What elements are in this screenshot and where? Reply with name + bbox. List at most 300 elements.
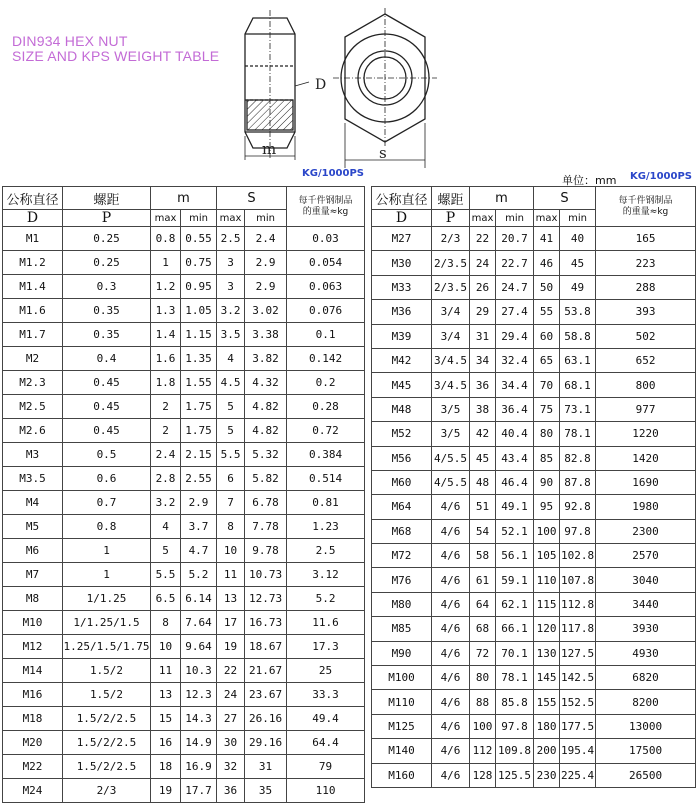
table-row (3, 419, 365, 443)
cell-pitch: 0.6 (63, 467, 151, 491)
table-row (372, 348, 696, 372)
cell-weight: 0.28 (287, 395, 365, 419)
cell-nominal-size: M14 (3, 659, 63, 683)
cell-s-min: 29.16 (245, 731, 287, 755)
cell-m-max: 13 (151, 683, 181, 707)
table-row (372, 544, 696, 568)
table-row (3, 707, 365, 731)
cell-s-min: 142.5 (560, 666, 596, 690)
cell-m-max: 5 (151, 539, 181, 563)
header-pitch-right: 螺距 (432, 187, 470, 210)
cell-nominal-size: M45 (372, 373, 432, 397)
cell-m-max: 38 (470, 397, 496, 421)
cell-m-min: 2.15 (181, 443, 217, 467)
cell-m-min: 2.55 (181, 467, 217, 491)
cell-m-min: 66.1 (496, 617, 534, 641)
table-row (3, 683, 365, 707)
cell-s-max: 5 (217, 395, 245, 419)
cell-s-max: 50 (534, 275, 560, 299)
cell-s-max: 3 (217, 275, 245, 299)
cell-weight: 1420 (596, 446, 696, 470)
cell-m-max: 2 (151, 419, 181, 443)
table-row (3, 347, 365, 371)
cell-s-max: 41 (534, 227, 560, 251)
cell-pitch: 0.45 (63, 395, 151, 419)
cell-m-min: 109.8 (496, 739, 534, 763)
cell-nominal-size: M1.4 (3, 275, 63, 299)
cell-nominal-size: M1.6 (3, 299, 63, 323)
cell-nominal-size: M24 (3, 779, 63, 803)
cell-m-max: 128 (470, 763, 496, 787)
cell-s-max: 3.2 (217, 299, 245, 323)
cell-weight: 0.384 (287, 443, 365, 467)
header-weight-line1: 每千件钢制品 (298, 195, 353, 206)
cell-s-min: 35 (245, 779, 287, 803)
cell-pitch: 1 (63, 539, 151, 563)
cell-m-min: 32.4 (496, 348, 534, 372)
cell-m-max: 36 (470, 373, 496, 397)
cell-s-min: 3.82 (245, 347, 287, 371)
cell-pitch: 4/6 (432, 690, 470, 714)
table-row (372, 666, 696, 690)
header-weight-right-line1: 每千件钢制品 (618, 195, 673, 206)
cell-m-min: 1.15 (181, 323, 217, 347)
cell-nominal-size: M76 (372, 568, 432, 592)
cell-m-min: 12.3 (181, 683, 217, 707)
cell-s-max: 70 (534, 373, 560, 397)
cell-s-max: 75 (534, 397, 560, 421)
cell-s-min: 117.8 (560, 617, 596, 641)
cell-weight: 5.2 (287, 587, 365, 611)
cell-nominal-size: M5 (3, 515, 63, 539)
cell-m-min: 0.95 (181, 275, 217, 299)
cell-nominal-size: M6 (3, 539, 63, 563)
cell-s-min: 31 (245, 755, 287, 779)
cell-nominal-size: M22 (3, 755, 63, 779)
cell-m-max: 112 (470, 739, 496, 763)
cell-nominal-size: M20 (3, 731, 63, 755)
table-row (372, 470, 696, 494)
cell-nominal-size: M1 (3, 227, 63, 251)
cell-m-min: 7.64 (181, 611, 217, 635)
cell-m-max: 1.8 (151, 371, 181, 395)
cell-pitch: 0.35 (63, 299, 151, 323)
cell-s-max: 11 (217, 563, 245, 587)
cell-s-max: 4 (217, 347, 245, 371)
cell-m-max: 64 (470, 592, 496, 616)
cell-m-min: 9.64 (181, 635, 217, 659)
cell-s-max: 65 (534, 348, 560, 372)
cell-pitch: 4/6 (432, 544, 470, 568)
cell-weight: 0.81 (287, 491, 365, 515)
cell-m-min: 85.8 (496, 690, 534, 714)
cell-nominal-size: M1.2 (3, 251, 63, 275)
cell-m-min: 24.7 (496, 275, 534, 299)
cell-pitch: 0.3 (63, 275, 151, 299)
cell-s-max: 13 (217, 587, 245, 611)
cell-weight: 977 (596, 397, 696, 421)
table-row (372, 641, 696, 665)
header-m-min-right: min (496, 210, 534, 227)
table-row (372, 714, 696, 738)
header-pitch: 螺距 (63, 187, 151, 210)
table-row (3, 587, 365, 611)
table-row (372, 568, 696, 592)
cell-weight: 0.063 (287, 275, 365, 299)
cell-weight: 25 (287, 659, 365, 683)
cell-m-max: 51 (470, 495, 496, 519)
cell-nominal-size: M33 (372, 275, 432, 299)
cell-pitch: 1.5/2 (63, 683, 151, 707)
cell-s-max: 5.5 (217, 443, 245, 467)
cell-pitch: 4/6 (432, 739, 470, 763)
cell-nominal-size: M27 (372, 227, 432, 251)
cell-nominal-size: M2.5 (3, 395, 63, 419)
cell-s-min: 3.02 (245, 299, 287, 323)
header-code-d: D (3, 210, 63, 227)
cell-s-max: 36 (217, 779, 245, 803)
cell-nominal-size: M8 (3, 587, 63, 611)
header-code-p-right: P (432, 210, 470, 227)
table-row (3, 467, 365, 491)
cell-pitch: 0.7 (63, 491, 151, 515)
cell-s-max: 8 (217, 515, 245, 539)
cell-s-max: 200 (534, 739, 560, 763)
cell-s-max: 180 (534, 714, 560, 738)
cell-s-min: 2.4 (245, 227, 287, 251)
cell-nominal-size: M60 (372, 470, 432, 494)
cell-pitch: 1/1.25 (63, 587, 151, 611)
cell-m-max: 1.4 (151, 323, 181, 347)
cell-nominal-size: M42 (372, 348, 432, 372)
cell-s-min: 26.16 (245, 707, 287, 731)
cell-weight: 0.076 (287, 299, 365, 323)
cell-pitch: 0.45 (63, 419, 151, 443)
header-m-max: max (151, 210, 181, 227)
table-row (372, 275, 696, 299)
cell-weight: 2300 (596, 519, 696, 543)
cell-pitch: 4/6 (432, 495, 470, 519)
cell-weight: 800 (596, 373, 696, 397)
cell-s-min: 5.82 (245, 467, 287, 491)
cell-s-min: 12.73 (245, 587, 287, 611)
cell-m-max: 16 (151, 731, 181, 755)
cell-m-max: 48 (470, 470, 496, 494)
table-row (372, 373, 696, 397)
cell-m-min: 0.75 (181, 251, 217, 275)
cell-m-min: 78.1 (496, 666, 534, 690)
header-code-d-right: D (372, 210, 432, 227)
cell-nominal-size: M4 (3, 491, 63, 515)
cell-weight: 1220 (596, 422, 696, 446)
cell-m-min: 1.05 (181, 299, 217, 323)
cell-s-max: 46 (534, 251, 560, 275)
cell-nominal-size: M85 (372, 617, 432, 641)
cell-nominal-size: M64 (372, 495, 432, 519)
cell-m-min: 27.4 (496, 300, 534, 324)
cell-weight: 79 (287, 755, 365, 779)
spec-table-left (2, 186, 365, 803)
cell-s-max: 6 (217, 467, 245, 491)
cell-weight: 11.6 (287, 611, 365, 635)
cell-m-min: 59.1 (496, 568, 534, 592)
header-s-min: min (245, 210, 287, 227)
label-m: m (262, 140, 277, 158)
cell-s-min: 10.73 (245, 563, 287, 587)
cell-s-max: 30 (217, 731, 245, 755)
cell-s-min: 6.78 (245, 491, 287, 515)
cell-s-min: 58.8 (560, 324, 596, 348)
cell-s-max: 3.5 (217, 323, 245, 347)
cell-s-max: 80 (534, 422, 560, 446)
cell-weight: 17500 (596, 739, 696, 763)
unit-label: 单位：mm (562, 174, 617, 187)
cell-m-max: 22 (470, 227, 496, 251)
cell-m-max: 1.2 (151, 275, 181, 299)
cell-m-max: 68 (470, 617, 496, 641)
header-s-max: max (217, 210, 245, 227)
cell-weight: 393 (596, 300, 696, 324)
cell-pitch: 0.45 (63, 371, 151, 395)
cell-m-max: 3.2 (151, 491, 181, 515)
table-row (372, 495, 696, 519)
table-row (3, 779, 365, 803)
cell-weight: 3930 (596, 617, 696, 641)
cell-s-max: 95 (534, 495, 560, 519)
cell-m-min: 2.9 (181, 491, 217, 515)
cell-m-max: 1.3 (151, 299, 181, 323)
cell-s-max: 55 (534, 300, 560, 324)
cell-nominal-size: M110 (372, 690, 432, 714)
title-line-2: SIZE AND KPS WEIGHT TABLE (12, 48, 220, 64)
cell-s-min: 82.8 (560, 446, 596, 470)
cell-s-min: 4.82 (245, 419, 287, 443)
cell-s-min: 63.1 (560, 348, 596, 372)
header-m-right: m (470, 187, 534, 210)
cell-s-max: 3 (217, 251, 245, 275)
cell-nominal-size: M39 (372, 324, 432, 348)
cell-m-min: 62.1 (496, 592, 534, 616)
cell-m-max: 0.8 (151, 227, 181, 251)
cell-nominal-size: M12 (3, 635, 63, 659)
cell-s-max: 27 (217, 707, 245, 731)
cell-s-max: 60 (534, 324, 560, 348)
cell-m-min: 49.1 (496, 495, 534, 519)
cell-nominal-size: M80 (372, 592, 432, 616)
cell-weight: 0.1 (287, 323, 365, 347)
table-row (3, 443, 365, 467)
table-row (3, 299, 365, 323)
cell-m-min: 1.35 (181, 347, 217, 371)
table-row (372, 251, 696, 275)
cell-pitch: 4/5.5 (432, 446, 470, 470)
table-row (372, 422, 696, 446)
cell-weight: 223 (596, 251, 696, 275)
cell-weight: 1980 (596, 495, 696, 519)
cell-m-min: 4.7 (181, 539, 217, 563)
cell-weight: 6820 (596, 666, 696, 690)
cell-m-max: 58 (470, 544, 496, 568)
cell-m-min: 6.14 (181, 587, 217, 611)
table-row (3, 659, 365, 683)
cell-m-max: 1.6 (151, 347, 181, 371)
cell-s-max: 155 (534, 690, 560, 714)
cell-s-max: 100 (534, 519, 560, 543)
header-weight-line2: 的重量≈kg (302, 206, 349, 217)
cell-m-max: 15 (151, 707, 181, 731)
cell-m-min: 22.7 (496, 251, 534, 275)
cell-m-min: 46.4 (496, 470, 534, 494)
cell-s-min: 2.9 (245, 275, 287, 299)
cell-pitch: 4/6 (432, 763, 470, 787)
cell-nominal-size: M2 (3, 347, 63, 371)
table-row (372, 227, 696, 251)
cell-m-min: 43.4 (496, 446, 534, 470)
cell-m-max: 10 (151, 635, 181, 659)
cell-s-min: 5.32 (245, 443, 287, 467)
cell-pitch: 4/5.5 (432, 470, 470, 494)
cell-weight: 165 (596, 227, 696, 251)
cell-s-min: 107.8 (560, 568, 596, 592)
cell-weight: 33.3 (287, 683, 365, 707)
table-row (372, 519, 696, 543)
table-row (3, 635, 365, 659)
cell-pitch: 0.25 (63, 227, 151, 251)
cell-nominal-size: M18 (3, 707, 63, 731)
cell-nominal-size: M3.5 (3, 467, 63, 491)
cell-m-min: 34.4 (496, 373, 534, 397)
cell-pitch: 1.25/1.5/1.75 (63, 635, 151, 659)
cell-nominal-size: M140 (372, 739, 432, 763)
cell-s-min: 49 (560, 275, 596, 299)
cell-pitch: 1.5/2/2.5 (63, 755, 151, 779)
cell-weight: 110 (287, 779, 365, 803)
cell-s-max: 105 (534, 544, 560, 568)
cell-m-max: 80 (470, 666, 496, 690)
cell-weight: 49.4 (287, 707, 365, 731)
cell-weight: 652 (596, 348, 696, 372)
cell-s-max: 130 (534, 641, 560, 665)
cell-m-max: 61 (470, 568, 496, 592)
cell-s-max: 24 (217, 683, 245, 707)
cell-pitch: 1.5/2/2.5 (63, 731, 151, 755)
cell-s-max: 5 (217, 419, 245, 443)
cell-s-min: 177.5 (560, 714, 596, 738)
title-line-1: DIN934 HEX NUT (12, 33, 128, 49)
label-d: D (315, 77, 327, 93)
cell-s-max: 90 (534, 470, 560, 494)
cell-pitch: 4/6 (432, 519, 470, 543)
cell-s-min: 18.67 (245, 635, 287, 659)
cell-m-min: 70.1 (496, 641, 534, 665)
cell-m-max: 100 (470, 714, 496, 738)
cell-s-min: 112.8 (560, 592, 596, 616)
header-s: S (217, 187, 287, 210)
cell-pitch: 0.5 (63, 443, 151, 467)
table-row (372, 690, 696, 714)
cell-pitch: 1/1.25/1.5 (63, 611, 151, 635)
cell-pitch: 0.35 (63, 323, 151, 347)
header-m-min: min (181, 210, 217, 227)
cell-m-max: 2.4 (151, 443, 181, 467)
table-row (3, 515, 365, 539)
cell-pitch: 3/4.5 (432, 348, 470, 372)
cell-m-min: 5.2 (181, 563, 217, 587)
cell-m-min: 56.1 (496, 544, 534, 568)
cell-s-max: 32 (217, 755, 245, 779)
cell-s-min: 2.9 (245, 251, 287, 275)
cell-s-max: 115 (534, 592, 560, 616)
table-row (3, 491, 365, 515)
cell-s-max: 230 (534, 763, 560, 787)
table-row (372, 592, 696, 616)
cell-nominal-size: M125 (372, 714, 432, 738)
cell-s-min: 4.82 (245, 395, 287, 419)
cell-pitch: 2/3 (432, 227, 470, 251)
cell-weight: 1690 (596, 470, 696, 494)
header-nominal-diameter-right: 公称直径 (372, 187, 432, 210)
cell-m-min: 0.55 (181, 227, 217, 251)
cell-m-min: 1.75 (181, 419, 217, 443)
cell-nominal-size: M56 (372, 446, 432, 470)
cell-s-min: 225.4 (560, 763, 596, 787)
table-row (372, 617, 696, 641)
cell-m-max: 72 (470, 641, 496, 665)
cell-m-min: 97.8 (496, 714, 534, 738)
cell-m-max: 4 (151, 515, 181, 539)
cell-weight: 0.72 (287, 419, 365, 443)
hex-nut-drawing (235, 8, 445, 168)
cell-m-max: 8 (151, 611, 181, 635)
table-row (3, 395, 365, 419)
table-row (3, 251, 365, 275)
spec-table-right (371, 186, 696, 788)
table-row (3, 755, 365, 779)
cell-weight: 0.514 (287, 467, 365, 491)
cell-s-max: 85 (534, 446, 560, 470)
cell-s-min: 9.78 (245, 539, 287, 563)
cell-m-max: 2.8 (151, 467, 181, 491)
cell-m-max: 45 (470, 446, 496, 470)
cell-m-min: 1.55 (181, 371, 217, 395)
cell-s-min: 23.67 (245, 683, 287, 707)
header-weight (287, 187, 365, 227)
table-row (372, 446, 696, 470)
table-row (372, 397, 696, 421)
cell-weight: 4930 (596, 641, 696, 665)
header-s-max-right: max (534, 210, 560, 227)
label-s: s (379, 144, 387, 162)
cell-s-min: 127.5 (560, 641, 596, 665)
table-row (3, 227, 365, 251)
cell-s-min: 53.8 (560, 300, 596, 324)
cell-m-max: 26 (470, 275, 496, 299)
cell-s-min: 87.8 (560, 470, 596, 494)
cell-s-max: 4.5 (217, 371, 245, 395)
cell-s-min: 152.5 (560, 690, 596, 714)
table-row (3, 539, 365, 563)
cell-pitch: 4/6 (432, 641, 470, 665)
cell-m-min: 3.7 (181, 515, 217, 539)
header-s-min-right: min (560, 210, 596, 227)
cell-nominal-size: M2.3 (3, 371, 63, 395)
header-m: m (151, 187, 217, 210)
cell-m-max: 42 (470, 422, 496, 446)
cell-weight: 2.5 (287, 539, 365, 563)
cell-s-min: 68.1 (560, 373, 596, 397)
header-weight-right-line2: 的重量≈kg (622, 206, 669, 217)
cell-pitch: 0.4 (63, 347, 151, 371)
